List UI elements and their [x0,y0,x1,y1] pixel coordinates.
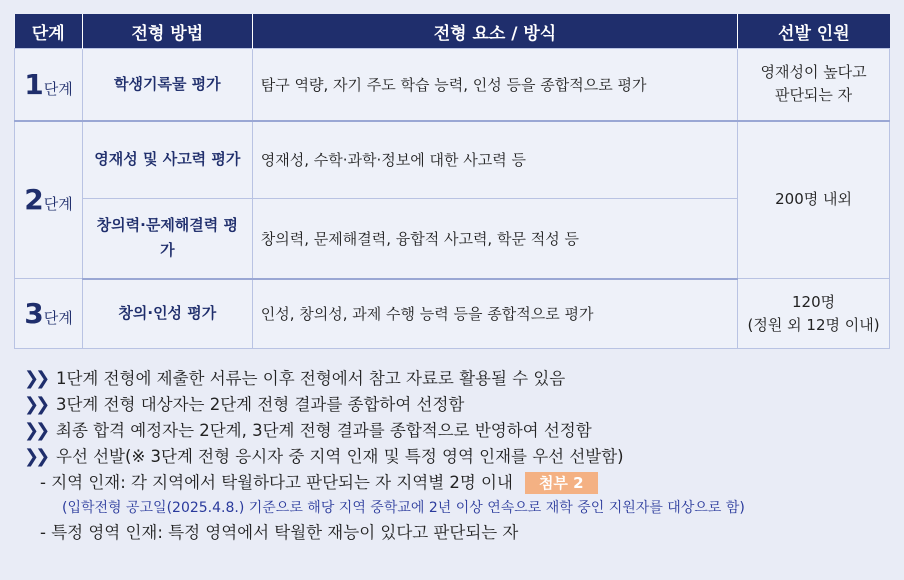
people-line: 판단되는 자 [774,86,853,105]
double-chevron-right-icon: ❯❯ [24,420,47,441]
stage-number: 3 [24,297,44,330]
method-label: 창의력·문제해결력 평가 [96,216,238,260]
people-line: (정원 외 12명 이내) [747,315,880,334]
stage-number: 2 [24,183,44,217]
double-chevron-right-icon: ❯❯ [24,394,47,415]
method-cell [82,199,252,279]
double-chevron-right-icon: ❯❯ [24,368,47,389]
double-chevron-right-icon: ❯❯ [24,446,47,467]
table-row [15,121,890,199]
attachment-badge: 첨부 2 [525,472,598,494]
method-label: 창의·인성 평가 [118,304,217,323]
stage-unit: 단계 [43,79,73,98]
people-line: 120명 [792,292,836,311]
note-text: 우선 선발(※ 3단계 전형 응시자 중 지역 인재 및 특정 영역 인재를 우선 선발함) [56,447,624,466]
notes-section [24,366,894,546]
note-item [24,444,894,470]
stage-unit: 단계 [43,309,73,327]
note-item [24,418,894,444]
method-label: 영재성 및 사고력 평가 [94,150,241,169]
method-cell [82,279,252,349]
note-item [24,392,894,418]
admission-stages-table [14,14,890,349]
table-row [15,279,890,349]
method-cell [82,49,252,121]
regional-talent-text: - 지역 인재: 각 지역에서 탁월하다고 판단되는 자 지역별 2명 이내 [40,473,513,492]
regional-talent-detail: (입학전형 공고일(2025.4.8.) 기준으로 해당 지역 중학교에 2년 이상 연속으로 재학 중인 지원자를 대상으로 함) [62,500,745,516]
method-cell [82,121,252,199]
elements-cell: 창의력, 문제해결력, 융합적 사고력, 학문 적성 등 [252,199,737,279]
elements-cell: 탐구 역량, 자기 주도 학습 능력, 인성 등을 종합적으로 평가 [252,49,737,121]
header-people: 선발 인원 [738,14,890,49]
specific-talent-note: - 특정 영역 인재: 특정 영역에서 탁월한 재능이 있다고 판단되는 자 [40,523,519,542]
method-label: 학생기록물 평가 [114,74,221,93]
table-row [15,49,890,121]
elements-cell: 영재성, 수학·과학·정보에 대한 사고력 등 [252,121,737,199]
regional-talent-note [24,470,894,496]
people-cell [738,279,890,349]
note-item [24,366,894,392]
people-line: 영재성이 높다고 [760,63,867,82]
people-line: 200명 내외 [775,190,852,209]
elements-cell: 인성, 창의성, 과제 수행 능력 등을 종합적으로 평가 [252,279,737,349]
header-stage: 단계 [15,14,83,49]
note-text: 최종 합격 예정자는 2단계, 3단계 전형 결과를 종합적으로 반영하여 선정함 [56,421,592,440]
people-cell [738,121,890,279]
note-text: 1단계 전형에 제출한 서류는 이후 전형에서 참고 자료로 활용될 수 있음 [56,369,566,388]
stage-number: 1 [24,67,44,101]
table-header-row [15,14,890,49]
stage-cell [15,279,83,349]
people-cell [738,49,890,121]
header-elements: 전형 요소 / 방식 [252,14,737,49]
note-text: 3단계 전형 대상자는 2단계 전형 결과를 종합하여 선정함 [56,395,465,414]
stage-unit: 단계 [43,195,73,214]
stage-cell [15,121,83,279]
stage-cell [15,49,83,121]
header-method: 전형 방법 [82,14,252,49]
